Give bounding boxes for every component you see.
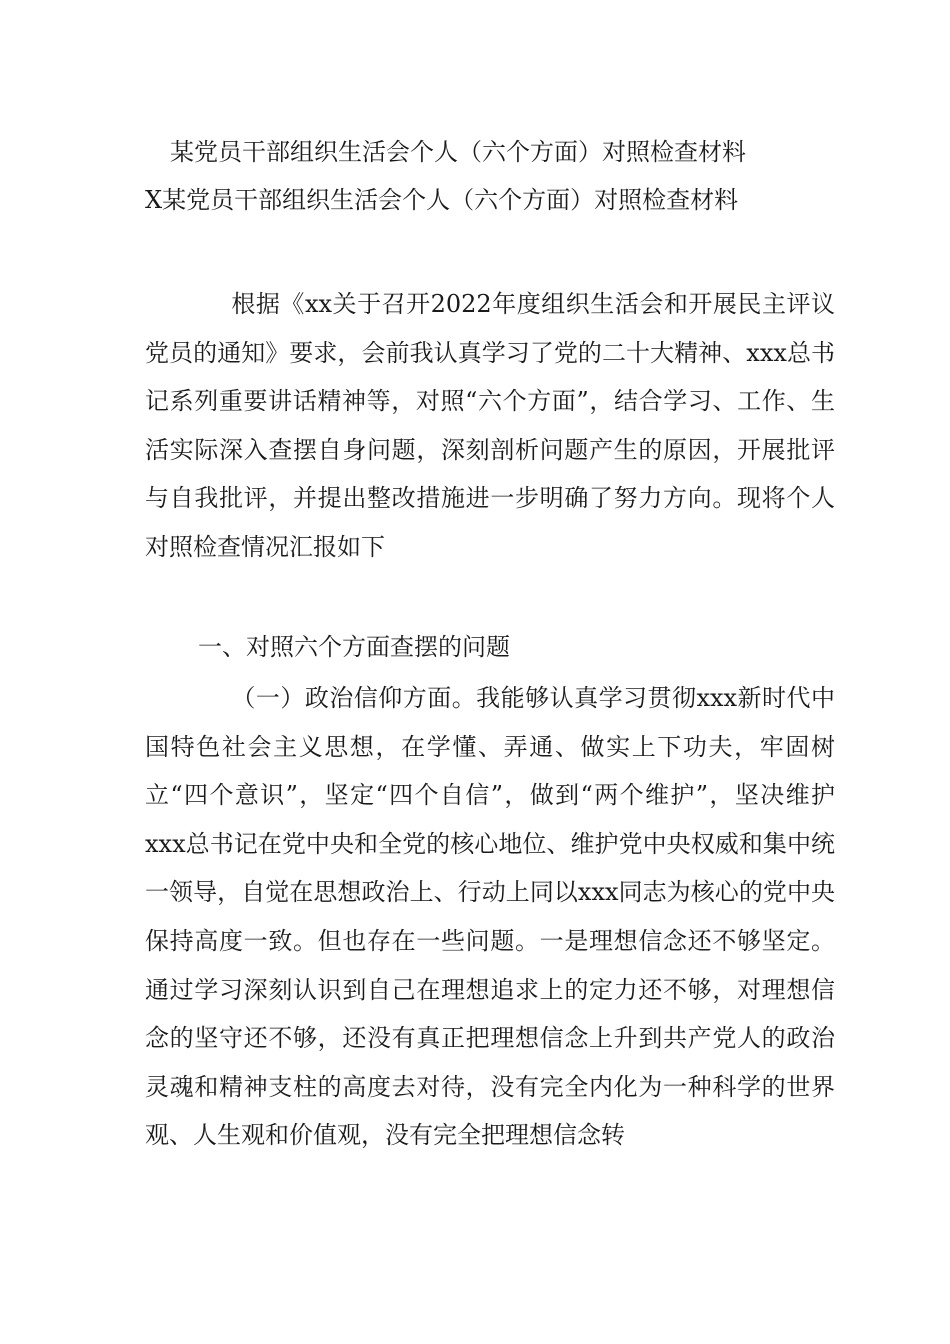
document-title: 某党员干部组织生活会个人（六个方面）对照检查材料 [170,138,746,166]
political-belief-paragraph: （一）政治信仰方面。我能够认真学习贯彻xxx新时代中国特色社会主义思想，在学懂、弄通、做实上下功夫，牢固树立“四个意识”，坚定“四个自信”，做到“两个维护”，坚决维护xxx总书记在党中央和全党的核心地位、维护党中央权威和集中统一领导，自觉在思想政治上、行动上同以xxx同志为核心的党中央保持高度一致。但也存在一些问题。一是理想信念还不够坚定。通过学习深刻认识到自己在理想追求上的定力还不够，对理想信念的坚守还不够，还没有真正把理想信念上升到共产党人的政治灵魂和精神支柱的高度去对待，没有完全内化为一种科学的世界观、人生观和价值观，没有完全把理想信念转 [145,684,835,1150]
section-heading: 一、对照六个方面查摆的问题 [198,633,510,661]
document-subtitle: X某党员干部组织生活会个人（六个方面）对照检查材料 [145,186,739,214]
intro-paragraph: 根据《xx关于召开2022年度组织生活会和开展民主评议党员的通知》要求，会前我认真学习了党的二十大精神、xxx总书记系列重要讲话精神等，对照“六个方面”，结合学习、工作、生活实际深入查摆自身问题，深刻剖析问题产生的原因，开展批评与自我批评，并提出整改措施进一步明确了努力方向。现将个人对照检查情况汇报如下 [145,290,835,561]
